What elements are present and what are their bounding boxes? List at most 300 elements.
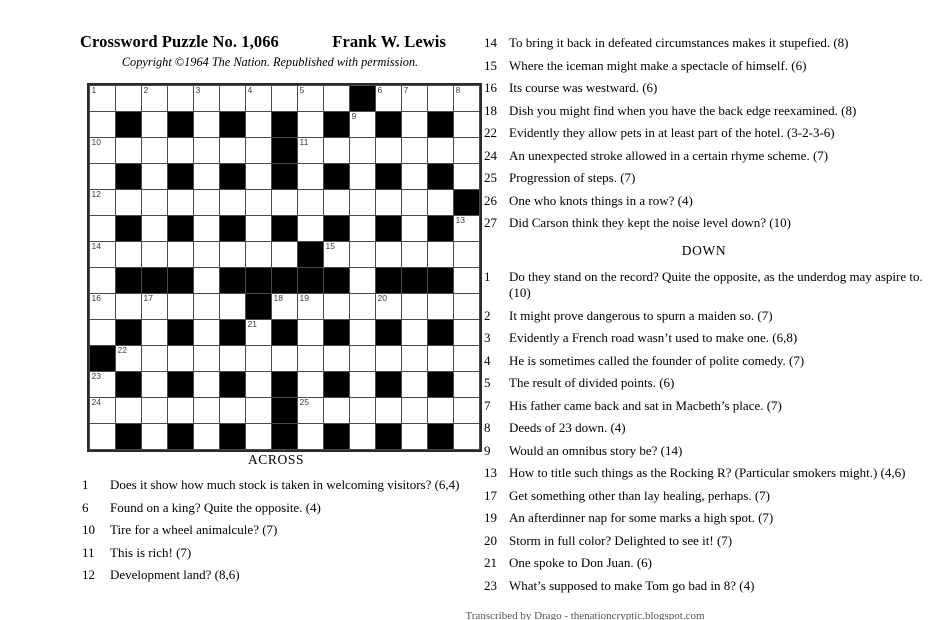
- grid-cell[interactable]: [168, 294, 193, 319]
- down-clue-item[interactable]: [482, 443, 926, 459]
- grid-cell-block: [168, 164, 193, 189]
- grid-cell-block: [324, 320, 349, 345]
- grid-cell[interactable]: [194, 86, 219, 111]
- grid-cell[interactable]: [194, 242, 219, 267]
- grid-cell[interactable]: [142, 242, 167, 267]
- grid-cell[interactable]: [168, 138, 193, 163]
- grid-cell[interactable]: [246, 346, 271, 371]
- clue-text: Progression of steps. (7): [509, 170, 636, 185]
- grid-cell[interactable]: [116, 294, 141, 319]
- grid-cell[interactable]: [168, 346, 193, 371]
- grid-cell[interactable]: [194, 268, 219, 293]
- grid-cell-block: [376, 372, 401, 397]
- grid-cell-block: [272, 138, 297, 163]
- grid-cell-block: [116, 164, 141, 189]
- across-clue-item[interactable]: [80, 500, 472, 516]
- across-clue-item[interactable]: [482, 215, 926, 231]
- grid-cell[interactable]: [298, 86, 323, 111]
- grid-cell[interactable]: [402, 242, 427, 267]
- grid-cell[interactable]: [350, 164, 375, 189]
- grid-cell[interactable]: [376, 138, 401, 163]
- across-clue-item[interactable]: [80, 477, 472, 493]
- grid-cell[interactable]: [142, 138, 167, 163]
- down-clue-item[interactable]: [482, 308, 926, 324]
- grid-cell-block: [428, 164, 453, 189]
- grid-cell-block: [168, 372, 193, 397]
- grid-cell[interactable]: [194, 424, 219, 449]
- clue-number: 1: [484, 269, 491, 284]
- down-clue-item[interactable]: [482, 398, 926, 414]
- grid-cell-number: 9: [351, 111, 357, 121]
- grid-cell[interactable]: [454, 86, 479, 111]
- clue-text: Deeds of 23 down. (4): [509, 420, 626, 435]
- grid-cell-block: [454, 190, 479, 215]
- grid-cell[interactable]: [350, 398, 375, 423]
- down-clue-item[interactable]: [482, 375, 926, 391]
- grid-cell[interactable]: [454, 424, 479, 449]
- clue-number: 3: [484, 330, 491, 345]
- grid-cell-block: [116, 112, 141, 137]
- grid-cell[interactable]: [402, 372, 427, 397]
- grid-cell-block: [350, 86, 375, 111]
- down-clue-item[interactable]: [482, 533, 926, 549]
- clue-text: Its course was westward. (6): [509, 80, 658, 95]
- clue-text: Would an omnibus story be? (14): [509, 442, 683, 458]
- clue-text: An afterdinner nap for some marks a high spot. (7): [509, 510, 774, 525]
- clue-text: He is sometimes called the founder of polite comedy. (7): [509, 352, 805, 368]
- grid-cell[interactable]: [142, 372, 167, 397]
- grid-cell[interactable]: [194, 294, 219, 319]
- grid-cell[interactable]: [454, 216, 479, 241]
- grid-cell[interactable]: [116, 190, 141, 215]
- grid-cell[interactable]: [454, 242, 479, 267]
- grid-cell-number: 3: [195, 85, 201, 95]
- grid-cell[interactable]: [272, 242, 297, 267]
- grid-cell[interactable]: [324, 294, 349, 319]
- grid-cell[interactable]: [90, 424, 115, 449]
- grid-cell[interactable]: [350, 372, 375, 397]
- grid-cell-number: 13: [455, 215, 465, 225]
- down-clue-item[interactable]: [482, 330, 926, 346]
- grid-cell-block: [376, 424, 401, 449]
- clue-text: Get something other than lay healing, perhaps. (7): [509, 487, 771, 503]
- clue-number: 25: [484, 170, 497, 185]
- across-clue-item[interactable]: [482, 125, 926, 141]
- grid-cell-number: 23: [91, 371, 101, 381]
- clue-number: 27: [484, 215, 497, 230]
- grid-cell-number: 22: [117, 345, 127, 355]
- clue-number: 15: [484, 57, 497, 73]
- clue-text: One spoke to Don Juan. (6): [509, 555, 652, 570]
- grid-cell[interactable]: [402, 294, 427, 319]
- grid-cell[interactable]: [246, 320, 271, 345]
- down-clue-item[interactable]: [482, 578, 926, 594]
- grid-cell-number: 24: [91, 397, 101, 407]
- grid-cell[interactable]: [116, 86, 141, 111]
- grid-cell[interactable]: [376, 398, 401, 423]
- clue-number: 19: [484, 510, 497, 525]
- grid-cell[interactable]: [220, 190, 245, 215]
- grid-cell[interactable]: [402, 216, 427, 241]
- clue-text: Dish you might find when you have the back edge reexamined. (8): [509, 102, 857, 118]
- grid-cell-number: 12: [91, 189, 101, 199]
- grid-cell[interactable]: [402, 320, 427, 345]
- grid-cell[interactable]: [90, 242, 115, 267]
- grid-cell-block: [272, 112, 297, 137]
- grid-cell[interactable]: [402, 164, 427, 189]
- grid-cell[interactable]: [220, 242, 245, 267]
- across-clues-column-left: [80, 452, 472, 590]
- grid-cell-number: 11: [299, 137, 309, 147]
- clue-text: One who knots things in a row? (4): [509, 192, 693, 208]
- grid-cell-block: [376, 216, 401, 241]
- clue-number: 11: [82, 544, 95, 560]
- grid-cell[interactable]: [324, 242, 349, 267]
- down-clue-item[interactable]: [482, 269, 926, 301]
- grid-cell[interactable]: [402, 112, 427, 137]
- grid-cell-block: [272, 398, 297, 423]
- clue-number: 6: [82, 499, 89, 515]
- across-section-heading: ACROSS: [247, 452, 305, 467]
- grid-cell-number: 20: [377, 293, 387, 303]
- title-row: [80, 32, 470, 52]
- page-title: Crossword Puzzle No. 1,066: [80, 32, 279, 51]
- grid-cell[interactable]: [350, 112, 375, 137]
- clue-text: His father came back and sat in Macbeth’s place. (7): [509, 397, 782, 413]
- grid-cell[interactable]: [220, 86, 245, 111]
- grid-cell[interactable]: [376, 346, 401, 371]
- across-clue-item[interactable]: [482, 170, 926, 186]
- grid-cell[interactable]: [298, 424, 323, 449]
- grid-cell[interactable]: [402, 398, 427, 423]
- grid-cell-number: 7: [403, 85, 409, 95]
- grid-cell[interactable]: [194, 372, 219, 397]
- grid-cell-number: 15: [325, 241, 335, 251]
- grid-cell-block: [168, 112, 193, 137]
- grid-cell[interactable]: [454, 112, 479, 137]
- grid-cell[interactable]: [298, 294, 323, 319]
- grid-cell-block: [428, 112, 453, 137]
- grid-cell[interactable]: [90, 86, 115, 111]
- grid-cell[interactable]: [90, 320, 115, 345]
- grid-cell[interactable]: [376, 86, 401, 111]
- grid-cell-block: [376, 112, 401, 137]
- grid-cell[interactable]: [428, 398, 453, 423]
- grid-cell[interactable]: [142, 346, 167, 371]
- across-clue-item[interactable]: [482, 103, 926, 119]
- clue-text: An unexpected stroke allowed in a certain rhyme scheme. (7): [509, 147, 829, 163]
- clue-number: 7: [484, 397, 491, 413]
- grid-cell-number: 6: [377, 85, 383, 95]
- grid-cell[interactable]: [350, 242, 375, 267]
- grid-cell[interactable]: [402, 346, 427, 371]
- grid-cell[interactable]: [272, 294, 297, 319]
- clue-number: 8: [484, 420, 491, 435]
- across-clue-item[interactable]: [482, 80, 926, 96]
- grid-cell[interactable]: [454, 294, 479, 319]
- grid-cell[interactable]: [90, 294, 115, 319]
- across-clue-item[interactable]: [482, 35, 926, 51]
- clue-number: 20: [484, 532, 497, 548]
- grid-cell-block: [220, 424, 245, 449]
- clue-number: 4: [484, 352, 491, 368]
- grid-cell[interactable]: [246, 398, 271, 423]
- grid-cell[interactable]: [298, 346, 323, 371]
- transcription-credit: Transcribed by Drago - thenationcryptic.blogspot.com: [465, 610, 705, 620]
- grid-cell[interactable]: [376, 294, 401, 319]
- clue-text: Tire for a wheel animalcule? (7): [110, 522, 278, 537]
- crossword-grid-container: [87, 83, 482, 452]
- clue-number: 26: [484, 192, 497, 208]
- down-clue-item[interactable]: [482, 510, 926, 526]
- clues-column-right: [482, 35, 926, 600]
- grid-cell-block: [168, 320, 193, 345]
- grid-cell[interactable]: [220, 398, 245, 423]
- grid-cell[interactable]: [324, 138, 349, 163]
- grid-cell-number: 1: [91, 85, 97, 95]
- grid-cell[interactable]: [298, 164, 323, 189]
- grid-cell[interactable]: [142, 424, 167, 449]
- grid-cell-block: [246, 268, 271, 293]
- grid-cell[interactable]: [168, 86, 193, 111]
- grid-cell[interactable]: [90, 164, 115, 189]
- grid-cell[interactable]: [402, 190, 427, 215]
- clue-text: To bring it back in defeated circumstances makes it stupefied. (8): [509, 35, 849, 50]
- grid-cell[interactable]: [220, 346, 245, 371]
- grid-cell[interactable]: [142, 216, 167, 241]
- grid-cell[interactable]: [324, 346, 349, 371]
- grid-cell[interactable]: [350, 216, 375, 241]
- grid-cell-block: [324, 424, 349, 449]
- grid-cell[interactable]: [454, 268, 479, 293]
- grid-cell[interactable]: [298, 216, 323, 241]
- clue-number: 12: [82, 567, 95, 582]
- grid-cell[interactable]: [116, 242, 141, 267]
- grid-cell-block: [220, 216, 245, 241]
- down-clue-list: [482, 269, 926, 594]
- grid-cell-number: 19: [299, 293, 309, 303]
- grid-cell[interactable]: [350, 190, 375, 215]
- grid-cell[interactable]: [90, 216, 115, 241]
- grid-cell[interactable]: [428, 242, 453, 267]
- grid-cell[interactable]: [454, 372, 479, 397]
- grid-cell-block: [272, 216, 297, 241]
- down-clue-item[interactable]: [482, 353, 926, 369]
- grid-cell[interactable]: [90, 372, 115, 397]
- grid-cell[interactable]: [142, 164, 167, 189]
- across-clue-list-left: [80, 477, 472, 583]
- clue-number: 18: [484, 102, 497, 118]
- copyright-notice: Copyright ©1964 The Nation. Republished with permission.: [121, 55, 419, 69]
- clue-text: Do they stand on the record? Quite the opposite, as the underdog may aspire to. (10): [509, 269, 923, 300]
- grid-cell[interactable]: [428, 294, 453, 319]
- grid-cell-block: [142, 268, 167, 293]
- clue-number: 24: [484, 147, 497, 163]
- grid-cell[interactable]: [90, 138, 115, 163]
- grid-cell-block: [428, 268, 453, 293]
- grid-cell[interactable]: [298, 372, 323, 397]
- grid-cell[interactable]: [272, 190, 297, 215]
- grid-cell[interactable]: [350, 138, 375, 163]
- clue-text: Did Carson think they kept the noise level down? (10): [509, 215, 791, 230]
- grid-cell[interactable]: [194, 190, 219, 215]
- crossword-grid[interactable]: [87, 83, 482, 452]
- across-clue-list-right: [482, 35, 926, 231]
- down-clue-item[interactable]: [482, 488, 926, 504]
- grid-cell[interactable]: [454, 164, 479, 189]
- clue-text: Found on a king? Quite the opposite. (4): [110, 499, 321, 515]
- grid-cell[interactable]: [376, 190, 401, 215]
- down-clue-item[interactable]: [482, 420, 926, 436]
- grid-cell-block: [220, 112, 245, 137]
- clue-number: 9: [484, 442, 491, 458]
- grid-cell[interactable]: [454, 138, 479, 163]
- across-clue-item[interactable]: [80, 545, 472, 561]
- grid-cell-block: [116, 216, 141, 241]
- grid-cell[interactable]: [246, 164, 271, 189]
- grid-cell-block: [298, 268, 323, 293]
- across-clue-item[interactable]: [80, 567, 472, 583]
- grid-cell-number: 18: [273, 293, 283, 303]
- grid-cell[interactable]: [168, 242, 193, 267]
- grid-cell[interactable]: [246, 138, 271, 163]
- grid-cell[interactable]: [90, 190, 115, 215]
- across-clue-item[interactable]: [482, 148, 926, 164]
- grid-cell-number: 8: [455, 85, 461, 95]
- grid-cell[interactable]: [194, 164, 219, 189]
- clue-number: 13: [484, 465, 497, 480]
- grid-cell[interactable]: [272, 346, 297, 371]
- grid-cell[interactable]: [194, 112, 219, 137]
- grid-cell-block: [116, 372, 141, 397]
- grid-cell[interactable]: [246, 216, 271, 241]
- grid-cell[interactable]: [194, 398, 219, 423]
- grid-cell[interactable]: [402, 424, 427, 449]
- grid-cell[interactable]: [142, 112, 167, 137]
- clue-text: The result of divided points. (6): [509, 375, 675, 390]
- across-clue-item[interactable]: [482, 193, 926, 209]
- grid-cell[interactable]: [324, 190, 349, 215]
- across-clue-item[interactable]: [482, 58, 926, 74]
- grid-cell-block: [168, 268, 193, 293]
- grid-cell[interactable]: [298, 190, 323, 215]
- grid-cell-block: [324, 268, 349, 293]
- grid-cell-block: [298, 242, 323, 267]
- grid-cell[interactable]: [350, 268, 375, 293]
- grid-cell[interactable]: [90, 112, 115, 137]
- grid-cell[interactable]: [142, 86, 167, 111]
- grid-cell[interactable]: [298, 138, 323, 163]
- grid-cell[interactable]: [194, 216, 219, 241]
- grid-cell[interactable]: [428, 86, 453, 111]
- grid-cell[interactable]: [142, 320, 167, 345]
- grid-cell[interactable]: [142, 190, 167, 215]
- grid-cell[interactable]: [246, 190, 271, 215]
- grid-cell[interactable]: [454, 320, 479, 345]
- down-clue-item[interactable]: [482, 465, 926, 481]
- grid-cell[interactable]: [220, 138, 245, 163]
- grid-cell[interactable]: [454, 346, 479, 371]
- grid-cell-number: 25: [299, 397, 309, 407]
- clue-number: 5: [484, 375, 491, 390]
- grid-cell-block: [376, 268, 401, 293]
- grid-cell[interactable]: [194, 346, 219, 371]
- grid-cell[interactable]: [376, 242, 401, 267]
- grid-cell[interactable]: [168, 190, 193, 215]
- grid-cell[interactable]: [428, 346, 453, 371]
- grid-cell[interactable]: [142, 398, 167, 423]
- grid-cell-block: [116, 268, 141, 293]
- grid-cell-block: [272, 320, 297, 345]
- grid-cell-block: [246, 294, 271, 319]
- grid-cell[interactable]: [246, 372, 271, 397]
- grid-cell-number: 10: [91, 137, 101, 147]
- grid-cell[interactable]: [246, 242, 271, 267]
- clue-number: 17: [484, 487, 497, 503]
- grid-cell-block: [428, 424, 453, 449]
- down-clue-item[interactable]: [482, 555, 926, 571]
- grid-cell[interactable]: [246, 424, 271, 449]
- grid-cell-block: [220, 320, 245, 345]
- grid-cell[interactable]: [402, 138, 427, 163]
- grid-cell[interactable]: [298, 398, 323, 423]
- grid-cell[interactable]: [142, 294, 167, 319]
- grid-cell[interactable]: [168, 398, 193, 423]
- grid-cell[interactable]: [272, 86, 297, 111]
- grid-cell[interactable]: [428, 190, 453, 215]
- grid-cell-block: [90, 346, 115, 371]
- across-clue-item[interactable]: [80, 522, 472, 538]
- grid-cell[interactable]: [220, 294, 245, 319]
- grid-cell[interactable]: [116, 138, 141, 163]
- grid-cell[interactable]: [246, 86, 271, 111]
- grid-cell[interactable]: [90, 398, 115, 423]
- grid-cell-block: [376, 320, 401, 345]
- grid-cell[interactable]: [402, 86, 427, 111]
- grid-cell[interactable]: [350, 346, 375, 371]
- clue-text: Evidently a French road wasn’t used to make one. (6,8): [509, 330, 798, 345]
- grid-cell-number: 5: [299, 85, 305, 95]
- grid-cell[interactable]: [90, 268, 115, 293]
- grid-cell[interactable]: [194, 138, 219, 163]
- grid-cell[interactable]: [298, 320, 323, 345]
- grid-cell-number: 4: [247, 85, 253, 95]
- grid-cell[interactable]: [350, 320, 375, 345]
- grid-cell[interactable]: [428, 138, 453, 163]
- grid-cell[interactable]: [350, 294, 375, 319]
- grid-cell[interactable]: [116, 398, 141, 423]
- author-name: Frank W. Lewis: [332, 32, 446, 51]
- grid-cell[interactable]: [350, 424, 375, 449]
- grid-cell-number: 16: [91, 293, 101, 303]
- grid-cell[interactable]: [324, 398, 349, 423]
- grid-cell-number: 21: [247, 319, 257, 329]
- clue-number: 1: [82, 477, 89, 492]
- grid-cell[interactable]: [324, 86, 349, 111]
- grid-cell-block: [272, 268, 297, 293]
- grid-cell[interactable]: [116, 346, 141, 371]
- grid-cell-block: [402, 268, 427, 293]
- grid-cell[interactable]: [298, 112, 323, 137]
- grid-cell-block: [168, 216, 193, 241]
- clue-text: This is rich! (7): [110, 544, 192, 560]
- grid-cell[interactable]: [194, 320, 219, 345]
- clue-number: 14: [484, 35, 497, 50]
- down-section-heading: DOWN: [681, 243, 727, 258]
- grid-cell[interactable]: [246, 112, 271, 137]
- clue-number: 10: [82, 522, 95, 537]
- grid-cell[interactable]: [454, 398, 479, 423]
